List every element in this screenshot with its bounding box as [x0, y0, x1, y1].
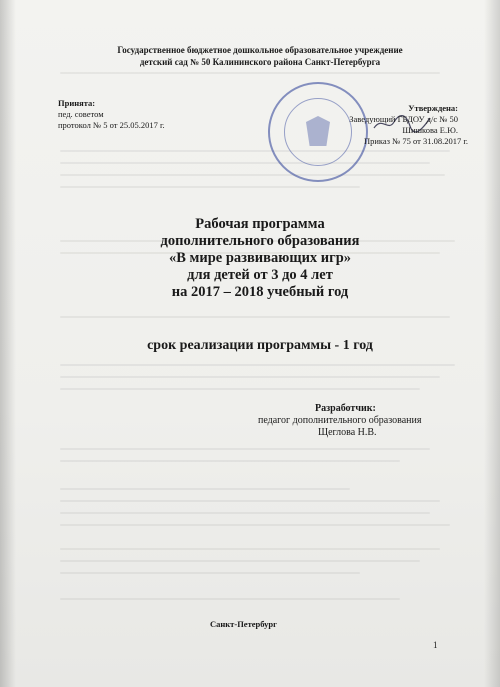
title-line4: для детей от 3 до 4 лет — [187, 267, 333, 283]
bleed-through-line — [60, 316, 450, 318]
bleed-through-line — [60, 572, 360, 574]
accepted-body: пед. советом — [58, 109, 104, 119]
bleed-through-line — [60, 364, 455, 366]
approved-position: Заведующий ГБДОУ д/с № 50 — [349, 114, 458, 124]
approved-label: Утверждена: — [408, 103, 458, 113]
bleed-through-line — [60, 560, 420, 562]
developer-name: Щеглова Н.В. — [318, 427, 377, 438]
bleed-through-line — [60, 376, 440, 378]
bleed-through-line — [60, 460, 400, 462]
page-number: 1 — [433, 640, 438, 650]
bleed-through-line — [60, 388, 420, 390]
bleed-through-line — [60, 500, 440, 502]
accepted-protocol: протокол № 5 от 25.05.2017 г. — [58, 120, 165, 130]
bleed-through-line — [60, 162, 430, 164]
bleed-through-line — [60, 548, 440, 550]
seal-emblem — [306, 116, 330, 146]
official-seal-stamp — [268, 82, 368, 182]
bleed-through-line — [60, 186, 360, 188]
bleed-through-line — [60, 174, 445, 176]
developer-role: педагог дополнительного образования — [258, 415, 422, 426]
approved-name: Шишкова Е.Ю. — [402, 125, 458, 135]
institution-name-line2: детский сад № 50 Калининского района Санкт-Петербурга — [139, 57, 381, 67]
title-line3: «В мире развивающих игр» — [168, 250, 352, 266]
bleed-through-line — [60, 488, 350, 490]
bleed-through-line — [60, 598, 400, 600]
bleed-through-line — [60, 512, 430, 514]
bleed-through-line — [60, 524, 450, 526]
developer-label: Разработчик: — [315, 403, 376, 414]
title-line2: дополнительного образования — [160, 233, 360, 249]
title-line5: на 2017 – 2018 учебный год — [171, 284, 349, 300]
city-name: Санкт-Петербург — [210, 619, 278, 629]
bleed-through-line — [60, 150, 450, 152]
accepted-label: Принята: — [58, 98, 96, 108]
title-line1: Рабочая программа — [195, 216, 325, 232]
bleed-through-line — [60, 72, 440, 74]
program-term: срок реализации программы - 1 год — [147, 338, 373, 353]
institution-name-line1: Государственное бюджетное дошкольное образовательное учреждение — [117, 45, 403, 55]
approved-order: Приказ № 75 от 31.08.2017 г. — [363, 136, 468, 146]
bleed-through-line — [60, 448, 430, 450]
